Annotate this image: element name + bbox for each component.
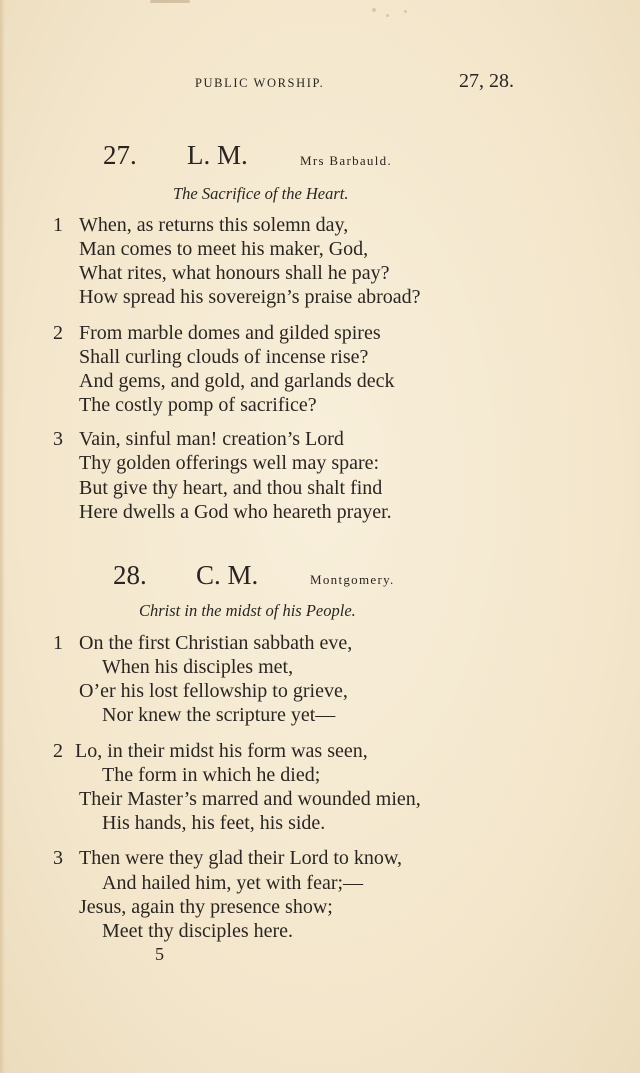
hymn-meter: L. M. <box>187 140 248 170</box>
verse-line: Nor knew the scripture yet— <box>102 704 336 726</box>
verse-line: When, as returns this solemn day, <box>79 214 349 236</box>
hymn-title: The Sacrifice of the Heart. <box>173 184 349 203</box>
verse-line: Jesus, again thy presence show; <box>79 896 333 918</box>
verse-line: The costly pomp of sacrifice? <box>79 394 317 416</box>
verse-line: Then were they glad their Lord to know, <box>79 847 403 869</box>
verse-line: The form in which he died; <box>102 764 321 786</box>
verse-line: On the first Christian sabbath eve, <box>79 632 353 654</box>
verse-number: 2 <box>53 322 63 344</box>
paper-speck <box>386 14 389 17</box>
verse-number: 3 <box>53 428 63 450</box>
verse-line: When his disciples met, <box>102 656 294 678</box>
paper-speck <box>404 10 407 13</box>
verse-line: Lo, in their midst his form was seen, <box>75 740 368 762</box>
verse-line: Man comes to meet his maker, God, <box>79 238 369 260</box>
verse-number: 2 <box>53 740 63 762</box>
hymn-number: 27. <box>103 140 137 170</box>
verse-line: Vain, sinful man! creation’s Lord <box>79 428 344 450</box>
hymn-title: Christ in the midst of his People. <box>139 601 356 620</box>
verse-number: 1 <box>53 214 63 236</box>
hymn-author: Mrs Barbauld. <box>300 153 392 168</box>
verse-line: What rites, what honours shall he pay? <box>79 262 390 284</box>
paper-speck <box>372 8 376 12</box>
signature-mark: 5 <box>155 944 164 964</box>
verse-line: O’er his lost fellowship to grieve, <box>79 680 348 702</box>
verse-line: Here dwells a God who heareth prayer. <box>79 501 392 523</box>
verse-number: 1 <box>53 632 63 654</box>
verse-line: From marble domes and gilded spires <box>79 322 381 344</box>
running-head: PUBLIC WORSHIP. <box>195 76 325 90</box>
verse-line: His hands, his feet, his side. <box>102 812 326 834</box>
verse-line: Thy golden offerings well may spare: <box>79 452 380 474</box>
verse-line: And gems, and gold, and garlands deck <box>79 370 395 392</box>
verse-line: Their Master’s marred and wounded mien, <box>79 788 421 810</box>
page-edge-shadow <box>0 0 5 1073</box>
page-number: 27, 28. <box>459 70 514 92</box>
verse-line: How spread his sovereign’s praise abroad? <box>79 286 421 308</box>
verse-line: And hailed him, yet with fear;— <box>102 872 364 894</box>
verse-number: 3 <box>53 847 63 869</box>
hymn-author: Montgomery. <box>310 572 395 587</box>
page-edge-mark <box>150 0 190 3</box>
hymn-number: 28. <box>113 560 147 590</box>
verse-line: Meet thy disciples here. <box>102 920 294 942</box>
hymn-meter: C. M. <box>196 560 259 590</box>
verse-line: Shall curling clouds of incense rise? <box>79 346 369 368</box>
verse-line: But give thy heart, and thou shalt find <box>79 477 383 499</box>
